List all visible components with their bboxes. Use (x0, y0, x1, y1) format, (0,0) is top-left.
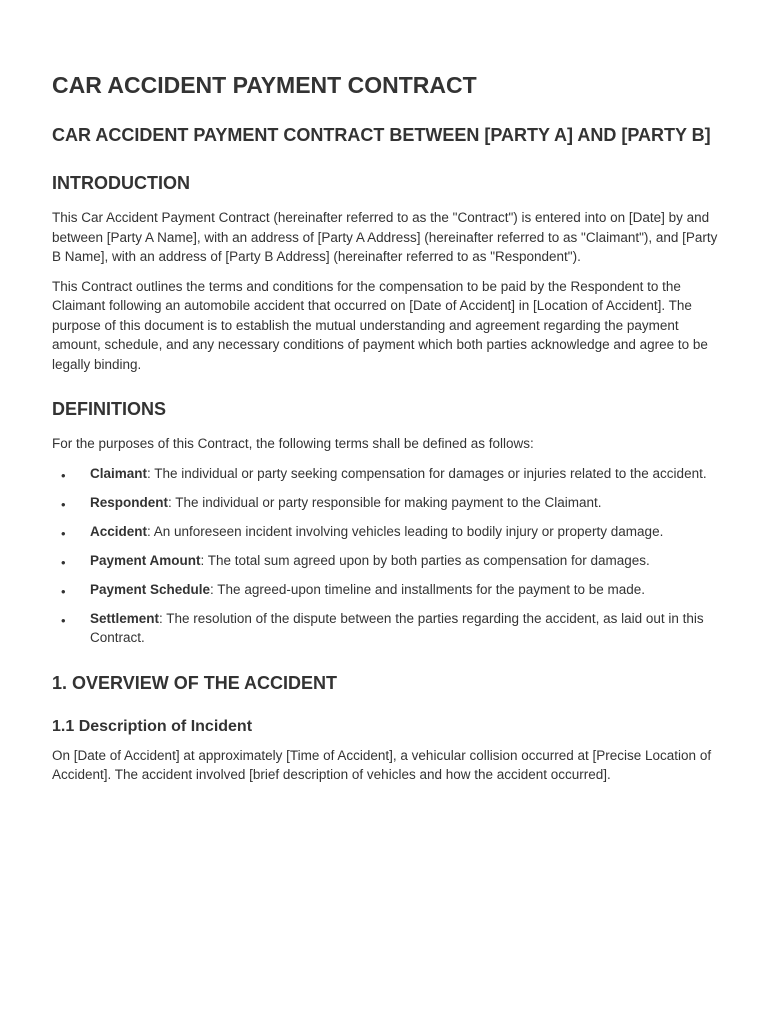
bullet-icon: • (61, 467, 66, 483)
introduction-section (52, 168, 722, 374)
incident-subheading: 1.1 Description of Incident (52, 717, 253, 735)
overview-section (52, 668, 722, 785)
definition-text: : The resolution of the dispute between the parties regarding the accident, as laid out in this Contract. (90, 610, 704, 645)
document-page (52, 70, 722, 795)
definition-term: Accident (90, 523, 148, 539)
definition-text: : The agreed-upon timeline and installments for the payment to be made. (210, 581, 646, 597)
definitions-heading: DEFINITIONS (52, 399, 167, 419)
definition-term: Respondent (90, 494, 169, 510)
document-title: CAR ACCIDENT PAYMENT CONTRACT (52, 72, 477, 98)
definition-text: : The total sum agreed upon by both parties as compensation for damages. (200, 552, 650, 568)
introduction-paragraph-2: This Contract outlines the terms and conditions for the compensation to be paid by the Respondent to the Claimant following an automobile accident that occurred on [Date of Accident] in [Location of Accident]. The purpose of this document is to establish the mutual understanding and agreement regarding the payment amount, schedule, and any necessary conditions of payment which both parties acknowledge and agree to be legally binding. (52, 278, 708, 372)
introduction-paragraph-1: This Car Accident Payment Contract (hereinafter referred to as the "Contract") is entered into on [Date] by and between [Party A Name], with an address of [Party A Address] (hereinafter referred to as "Claimant"), and [Party B Name], with an address of [Party B Address] (hereinafter referred to as "Respondent"). (52, 210, 718, 264)
definition-text: : An unforeseen incident involving vehicles leading to bodily injury or property damage. (147, 523, 664, 539)
definitions-intro: For the purposes of this Contract, the following terms shall be defined as follows: (52, 436, 534, 451)
bullet-icon: • (61, 583, 66, 599)
definition-term: Payment Amount (90, 552, 201, 568)
definition-text: : The individual or party responsible for making payment to the Claimant. (168, 494, 602, 510)
incident-paragraph: On [Date of Accident] at approximately [Time of Accident], a vehicular collision occurred at [Precise Location of Accident]. The accident involved [brief description of vehicles and how the accident occurred]. (52, 747, 712, 782)
document-subtitle: CAR ACCIDENT PAYMENT CONTRACT BETWEEN [PARTY A] AND [PARTY B] (52, 125, 711, 145)
bullet-icon: • (61, 525, 66, 541)
bullet-icon: • (61, 612, 66, 628)
definition-text: : The individual or party seeking compensation for damages or injuries related to the accident. (147, 465, 707, 481)
definitions-section (52, 394, 722, 648)
bullet-icon: • (61, 496, 66, 512)
definition-item-payment-schedule (52, 580, 722, 600)
definitions-list (52, 464, 722, 648)
overview-heading: 1. OVERVIEW OF THE ACCIDENT (52, 672, 338, 693)
bullet-icon: • (61, 554, 66, 570)
definition-term: Claimant (90, 465, 148, 481)
definition-item-settlement (52, 609, 722, 648)
introduction-heading: INTRODUCTION (52, 173, 190, 193)
definition-item-accident (52, 522, 722, 542)
definition-item-claimant (52, 464, 722, 484)
definition-item-respondent (52, 493, 722, 513)
definition-term: Payment Schedule (90, 581, 211, 597)
definition-item-payment-amount (52, 551, 722, 571)
definition-term: Settlement (90, 610, 160, 626)
